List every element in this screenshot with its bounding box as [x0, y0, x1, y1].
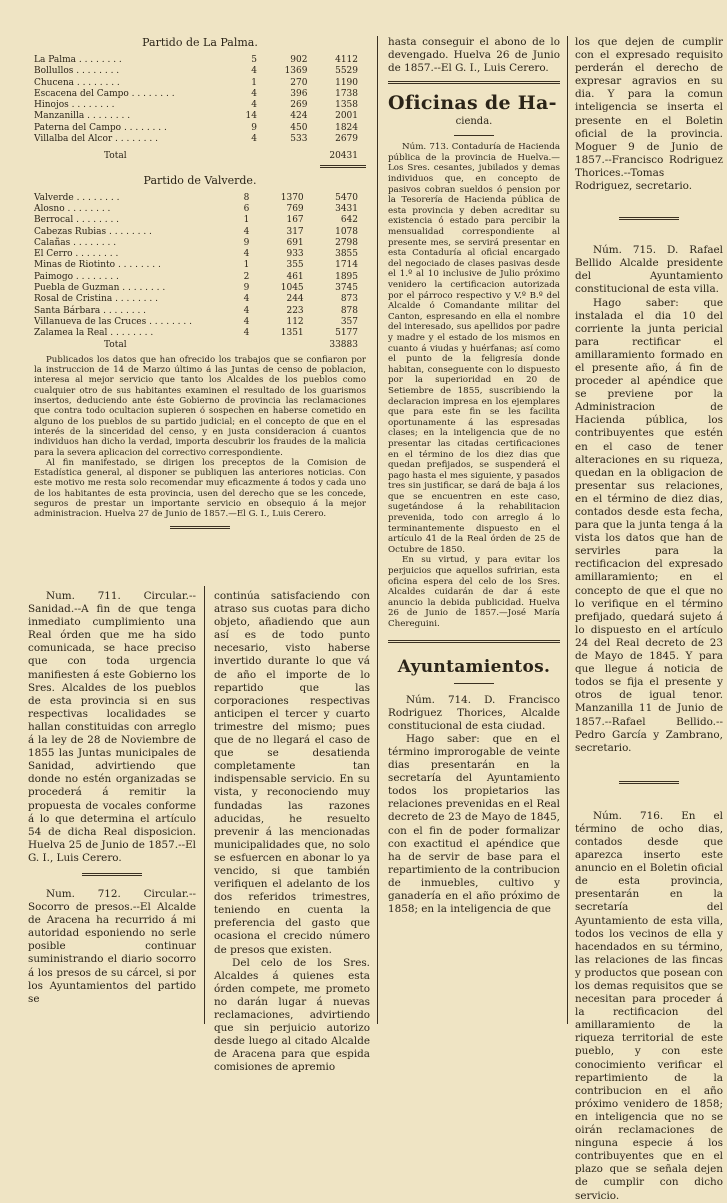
notice-713: Núm. 713. Contaduría de Hacienda pública de la provincia de Huelva.—Los Sres. cesantes, jubilados y demas individuos que, en concepto de pasivos cobran sueldos ó pension por la Tesorería de Hacienda pública de esta provincia y deben acreditar su existencia ó estado para percibir la mensualidad correspondiente al presente mes, se servirá presentar en esta Contaduría al oficial encargado del negociado de clases pasivas desde el 1.º al 10 inclusive de Julio próximo venidero la certificacion autorizada por el párroco respectivo y V.º B.º del Alcalde ó Comandante militar del Canton, espresando en ella el nombre del interesado, sus apellidos por padre y madre y el estado de los mismos en cuanto á viudas y huérfanas; así como el punto de la feligresía donde habitan, conseguente con lo dispuesto por la superioridad en 20 de Setiembre de 1855, suscribiendo la declaracion impresa en los ejemplares que para este fin se les facilita oportunamente á las espresadas clases; en la inteligencia que de no presentar las citadas certificaciones en el término de los diez dias que quedan prefijados, se suspenderá el pago hasta el mes siguiente, y pasados tres sin justificar, se dará de baja á los que se encuentren en este caso, sugetándose á la rehabilitacion prevenida, todo con arreglo á lo terminantemente dispuesto en el artículo 41 de la Real órden de 25 de Octubre de 1850.	[388, 142, 560, 555]
count-a: 4	[243, 305, 250, 316]
town-name: Valverde . . . . . . . .	[34, 192, 120, 203]
column-2-lower	[214, 590, 370, 1074]
census-row	[34, 306, 366, 317]
census-row	[34, 249, 366, 260]
count-a: 1	[243, 260, 250, 271]
town-name: Escacena del Campo . . . . . . . .	[34, 88, 175, 99]
count-b: 691	[286, 237, 304, 248]
column-rule	[377, 36, 378, 1024]
town-name: Hinojos . . . . . . . .	[34, 100, 115, 111]
count-b: 223	[286, 305, 304, 316]
count-b: 1351	[280, 328, 304, 339]
count-c: 5177	[335, 328, 358, 339]
count-a: 4	[243, 294, 250, 305]
palma-heading: Partido de La Palma.	[142, 36, 258, 49]
column-3	[388, 36, 560, 1024]
count-a: 8	[243, 192, 250, 203]
count-c: 1358	[335, 100, 358, 111]
divider	[170, 526, 230, 529]
count-a: 4	[251, 88, 257, 99]
count-c: 878	[340, 305, 358, 316]
notice-714-end: los que dejen de cumplir con el expresado requisito perderán el derecho de expresar agravios en su dia. Y para la comun inteligencia se inserta el presente en el Boletin oficial de la provincia. Moguer 9 de Junio de 1857.--Francisco Rodriguez Thorices.--Tomas Rodriguez, secretario.	[575, 36, 723, 193]
census-notice-paragraph-2: Al fin manifestado, se dirigen los preceptos de la Comision de Estadística general, al disponer se publiquen las anteriores noticias. Con este motivo me resta solo recomendar muy eficazmente á todos y cada uno de los habitantes de esta provincia, usen del derecho que se les concede, seguros de prestar un importante servicio en obsequio á la mejor administracion. Huelva 27 de Junio de 1857.—El G. I., Luis Cerero.	[34, 457, 366, 520]
divider	[388, 640, 560, 643]
notice-712-end: hasta conseguir el abono de lo devengado. Huelva 26 de Junio de 1857.--El G. I., Luis Cerero.	[388, 36, 560, 75]
town-name: Minas de Riotinto . . . . . . . .	[34, 260, 161, 271]
census-row	[34, 204, 366, 215]
count-b: 1370	[280, 192, 304, 203]
town-name: Villalba del Alcor . . . . . . . .	[34, 134, 158, 145]
notice-712-part-3: Del celo de los Sres. Alcaldes á quienes esta órden compete, me prometo no darán lugar á nuevas reclamaciones, advirtiendo que sin perjuicio autorizo desde luego al citado Alcalde de Aracena para que espida comisiones de apremio	[214, 956, 370, 1074]
count-b: 269	[290, 100, 308, 111]
town-name: Villanueva de las Cruces . . . . . . . .	[34, 316, 192, 327]
census-row	[34, 78, 366, 89]
palma-total-table	[34, 151, 366, 162]
palma-table	[34, 55, 366, 145]
count-b: 461	[286, 271, 304, 282]
census-row	[34, 283, 366, 294]
count-b: 533	[290, 134, 308, 145]
valverde-heading: Partido de Valverde.	[143, 173, 257, 187]
divider	[388, 81, 560, 84]
count-b: 317	[286, 226, 304, 237]
count-b: 355	[286, 260, 304, 271]
count-a: 9	[243, 283, 250, 294]
count-b: 450	[290, 122, 308, 133]
town-name: Paimogo . . . . . . . .	[34, 271, 119, 282]
section-title-ayuntamientos: Ayuntamientos.	[397, 656, 551, 677]
census-row	[34, 328, 366, 339]
divider	[320, 165, 366, 168]
notice-712-part-1: Num. 712. Circular.--Socorro de presos.--El Alcalde de Aracena ha recurrido á mi autoridad esponiendo no serle posible continuar suministrando el diario socorro á los presos de su cárcel, si por los Ayuntamientos del partido se	[28, 887, 196, 1005]
count-a: 4	[251, 66, 257, 77]
count-a: 1	[243, 215, 250, 226]
count-c: 873	[340, 294, 358, 305]
count-b: 933	[286, 249, 304, 260]
census-row	[34, 66, 366, 77]
column-rule	[567, 36, 568, 1024]
count-a: 9	[251, 122, 257, 133]
census-section	[34, 32, 366, 568]
count-a: 9	[243, 237, 250, 248]
count-c: 642	[340, 215, 358, 226]
town-name: Cabezas Rubias . . . . . . . .	[34, 226, 152, 237]
count-a: 2	[243, 271, 250, 282]
count-a: 4	[243, 316, 250, 327]
valverde-total-value: 33883	[329, 339, 358, 350]
count-a: 6	[243, 203, 250, 214]
town-name: Puebla de Guzman . . . . . . . .	[34, 283, 166, 294]
count-c: 5529	[335, 66, 358, 77]
census-row	[34, 238, 366, 249]
count-b: 396	[290, 88, 308, 99]
town-name: Zalamea la Real . . . . . . . .	[34, 328, 154, 339]
count-c: 3745	[335, 283, 358, 294]
count-a: 4	[243, 249, 250, 260]
valverde-total-table	[34, 340, 366, 351]
count-b: 112	[286, 316, 304, 327]
section-title-hacienda: Oficinas de Ha-	[388, 92, 557, 115]
town-name: Bollullos . . . . . . . .	[34, 66, 120, 77]
count-a: 4	[251, 100, 257, 111]
census-row	[34, 55, 366, 66]
notice-712-part-2: continúa satisfaciendo con atraso sus cuotas para dicho objeto, añadiendo que aun así es de todo punto necesario, visto haberse invertido durante lo que vá de año el importe de lo repartido que las corporaciones respectivas anticipen el tercer y cuarto trimestre del mismo; pues que de no llegará el caso de que se desatienda completamente tan indispensable servicio. En su vista, y reconociendo muy fundadas las razones aducidas, he resuelto prevenir á las mencionadas municipalidades que, no solo se esfuercen en abonar lo ya vencido, si que también verifiquen el adelanto de los dos referidos trimestres, teniendo en cuenta la preferencia del gasto que ocasiona el crecido número de presos que existen.	[214, 590, 370, 956]
count-b: 1045	[280, 283, 304, 294]
count-b: 769	[286, 203, 304, 214]
count-a: 4	[243, 226, 250, 237]
count-c: 2679	[335, 134, 358, 145]
notice-711: Num. 711. Circular.--Sanidad.--A fin de que tenga inmediato cumplimiento una Real órden que me ha sido comunicada, se hace preciso que con toda urgencia manifiesten á este Gobierno los Sres. Alcaldes de los pueblos de esta provincia si en sus respectivas localidades se hallan constituidas con arreglo á la ley de 28 de Noviembre de 1855 las Juntas municipales de Sanidad, advirtiendo que donde no estén organizadas se procederá á remitir la propuesta de vocales conforme á lo que determina el artículo 54 de dicha Real disposicion. Huelva 25 de Junio de 1857.--El G. I., Luis Cerero.	[28, 590, 196, 864]
count-c: 1190	[335, 77, 358, 88]
count-a: 1	[251, 77, 257, 88]
census-row	[34, 294, 366, 305]
town-name: Calañas . . . . . . . .	[34, 237, 117, 248]
census-row	[34, 123, 366, 134]
town-name: Berrocal . . . . . . . .	[34, 215, 120, 226]
town-name: El Cerro . . . . . . . .	[34, 249, 119, 260]
town-name: Alosno . . . . . . . .	[34, 203, 111, 214]
census-row	[34, 111, 366, 122]
count-b: 1369	[284, 66, 308, 77]
census-row	[34, 100, 366, 111]
count-c: 2798	[335, 237, 358, 248]
count-c: 4112	[335, 55, 358, 65]
census-row	[34, 134, 366, 145]
notice-713-closing: En su virtud, y para evitar los perjuicios que aquellos sufririan, esta oficina espera del celo de los Sres. Alcaldes cuidarán de dar á este anuncio la debida publicidad. Huelva 26 de Junio de 1857.—José María Chereguini.	[388, 555, 560, 629]
town-name: Santa Bárbara . . . . . . . .	[34, 305, 147, 316]
valverde-total-label: Total	[104, 339, 127, 350]
divider	[619, 217, 679, 220]
count-c: 1738	[335, 88, 358, 99]
count-b: 244	[286, 294, 304, 305]
divider	[454, 683, 494, 684]
census-row	[34, 260, 366, 271]
census-row	[34, 193, 366, 204]
valverde-table	[34, 193, 366, 340]
column-rule	[204, 586, 205, 1024]
town-name: Chucena . . . . . . . .	[34, 77, 120, 88]
column-4	[575, 36, 723, 1202]
count-b: 424	[290, 111, 308, 122]
town-name: Manzanilla . . . . . . . .	[34, 111, 131, 122]
count-c: 1078	[335, 226, 358, 237]
census-row	[34, 272, 366, 283]
column-1-lower	[28, 590, 196, 1024]
palma-total-label: Total	[104, 151, 127, 162]
census-row	[34, 317, 366, 328]
divider	[454, 135, 494, 136]
notice-715-body: Hago saber: que instalada el dia 10 del corriente la junta pericial para rectificar el amillaramiento formado en el presente año, á fin de proceder al apéndice que se previene por la Administracion de Hacienda pública, los contribuyentes que estén en el caso de tener alteraciones en su riqueza, quedan en la obligacion de presentar sus relaciones, en el término de diez dias, contados desde esta fecha, para que la junta tenga á la vista los datos que han de servirles para la rectificacion del expresado amillaramiento; en el concepto de que el que no lo verifique en el término prefijado, quedará sujeto á lo dispuesto en el artículo 24 del Real decreto de 23 de Mayo de 1845. Y para que llegue á noticia de todos se fija el presente y otros de igual tenor. Manzanilla 11 de Junio de 1857.--Rafael Bellido.--Pedro García y Zambrano, secretario.	[575, 296, 723, 754]
town-name: Paterna del Campo . . . . . . . .	[34, 122, 167, 133]
count-c: 2001	[335, 111, 358, 122]
count-c: 5470	[335, 192, 358, 203]
count-a: 4	[251, 134, 257, 145]
notice-714-heading: Núm. 714. D. Francisco Rodriguez Thorices, Alcalde constitucional de esta ciudad.	[388, 693, 560, 732]
count-b: 167	[286, 215, 304, 226]
section-title-hacienda-cont: cienda.	[455, 116, 493, 128]
count-c: 3855	[335, 249, 358, 260]
count-a: 5	[251, 55, 257, 65]
divider	[619, 781, 679, 784]
count-a: 4	[243, 328, 250, 339]
count-c: 3431	[335, 203, 358, 214]
count-c: 1714	[335, 260, 358, 271]
palma-total-value: 20431	[329, 151, 358, 162]
notice-715-heading: Núm. 715. D. Rafael Bellido Alcalde presidente del Ayuntamiento constitucional de esta villa.	[575, 244, 723, 296]
census-row	[34, 227, 366, 238]
count-a: 14	[245, 111, 257, 122]
census-notice-paragraph-1: Publicados los datos que han ofrecido los trabajos que se confiaron por la instruccion de 14 de Marzo último á las Juntas de censo de poblacion, interesa al mejor servicio que tanto los Alcaldes de los pueblos como cualquier otro de sus habitantes examinen el resultado de los guarismos insertos, deduciendo ante éste Gobierno de provincia las reclamaciones que contra todo ocultacion supieren ó sospechen en haberse cometido en alguno de los pueblos de su partido judicial; en el concepto de que en el interés de la sinceridad del censo, y en justa consideracion á cuantos individuos han dicho la verdad, importa descubrir los fraudes de la malicia para la severa aplicacion del correctivo correspondiente.	[34, 354, 366, 458]
count-c: 1824	[335, 122, 358, 133]
count-b: 270	[290, 77, 308, 88]
count-c: 357	[340, 316, 358, 327]
count-c: 1895	[335, 271, 358, 282]
census-row	[34, 89, 366, 100]
notice-716: Núm. 716. En el término de ocho dias, contados desde que aparezca inserto este anuncio en el Boletin oficial de esta provincia, presentarán en la secretaría del Ayuntamiento de esta villa, todos los vecinos de ella y hacendados en su término, las relaciones de las fincas y productos que posean con los demas requisitos que se necesitan para proceder á la rectificacion del amillaramiento de la riqueza territorial de este pueblo, y con este conocimiento verificar el repartimiento de la contribucion en el año próximo venidero de 1858; en inteligencia que no se oirán reclamaciones de ninguna especie á los contribuyentes que en el plazo que se señala dejen de cumplir con dicho servicio.	[575, 809, 723, 1202]
count-b: 902	[290, 55, 308, 65]
divider	[82, 873, 142, 876]
town-name: La Palma . . . . . . . .	[34, 55, 122, 65]
census-row	[34, 215, 366, 226]
notice-714-body: Hago saber: que en el término improrogable de veinte dias presentarán en la secretaría del Ayuntamiento todos los propietarios las relaciones prevenidas en el Real decreto de 23 de Mayo de 1845, con el fin de poder formalizar con exactitud el apéndice que ha de servir de base para el repartimiento de la contribucion de inmuebles, cultivo y ganadería en el año próximo de 1858; en la inteligencia de que	[388, 732, 560, 916]
town-name: Rosal de Cristina . . . . . . . .	[34, 294, 158, 305]
